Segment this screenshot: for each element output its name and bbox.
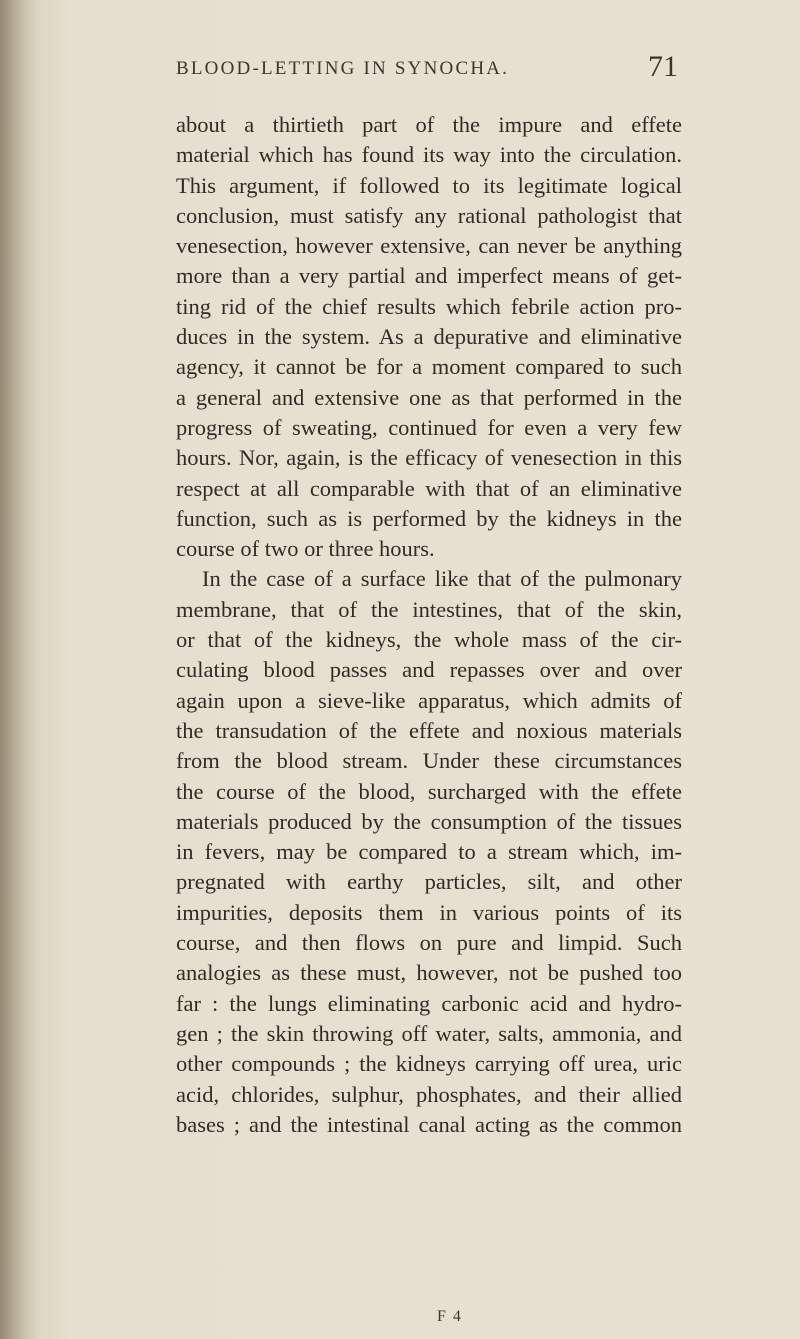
text-line: analogies as these must, however, not be pushed too [176, 960, 682, 986]
text-line: other compounds ; the kidneys carrying off urea, uric [176, 1051, 682, 1077]
text-line: culating blood passes and repasses over and over [176, 657, 682, 683]
paragraph-start-line: In the case of a surface like that of the pulmonary [202, 566, 682, 592]
text-line: ting rid of the chief results which febrile action pro- [176, 293, 682, 319]
text-line: respect at all comparable with that of an eliminative [176, 475, 682, 501]
text-line: This argument, if followed to its legitimate logical [176, 172, 682, 198]
text-line: far : the lungs eliminating carbonic acid and hydro- [176, 990, 682, 1016]
running-head: BLOOD-LETTING IN SYNOCHA. [176, 58, 510, 79]
text-line: progress of sweating, continued for even a very few [176, 414, 682, 440]
text-line: again upon a sieve-like apparatus, which admits of [176, 687, 682, 713]
text-line: bases ; and the intestinal canal acting as the common [176, 1111, 682, 1137]
text-line: about a thirtieth part of the impure and effete [176, 112, 682, 137]
text-line: conclusion, must satisfy any rational pathologist that [176, 202, 682, 228]
text-line: gen ; the skin throwing off water, salts, ammonia, and [176, 1020, 682, 1046]
text-line: membrane, that of the intestines, that of the skin, [176, 596, 682, 622]
text-line: impurities, deposits them in various points of its [176, 899, 682, 925]
text-line: in fevers, may be compared to a stream which, im- [176, 839, 682, 865]
text-line: function, such as is performed by the kidneys in the [176, 505, 682, 531]
text-line: duces in the system. As a depurative and eliminative [176, 324, 682, 350]
text-line: the transudation of the effete and noxious materials [176, 717, 682, 743]
text-line: from the blood stream. Under these circumstances [176, 748, 682, 774]
text-line: course, and then flows on pure and limpid. Such [176, 930, 682, 956]
text-line: a general and extensive one as that performed in the [176, 384, 682, 410]
text-line: agency, it cannot be for a moment compared to such [176, 354, 682, 380]
page-number: 71 [648, 50, 678, 83]
binding-shadow [0, 0, 38, 1339]
text-line: or that of the kidneys, the whole mass of the cir- [176, 627, 682, 653]
printer-signature-mark: F 4 [437, 1308, 463, 1325]
text-line: the course of the blood, surcharged with the effete [176, 778, 682, 804]
text-line: venesection, however extensive, can never be anything [176, 233, 682, 259]
text-line: materials produced by the consumption of the tissues [176, 808, 682, 834]
body-text [176, 110, 682, 1140]
text-line: more than a very partial and imperfect means of get- [176, 263, 682, 289]
text-line: acid, chlorides, sulphur, phosphates, and their allied [176, 1081, 682, 1107]
text-line: material which has found its way into the circulation. [176, 142, 682, 168]
text-line: course of two or three hours. [176, 536, 435, 562]
text-line: hours. Nor, again, is the efficacy of venesection in this [176, 445, 682, 471]
text-line: pregnated with earthy particles, silt, and other [176, 869, 682, 895]
page-header [176, 50, 678, 90]
